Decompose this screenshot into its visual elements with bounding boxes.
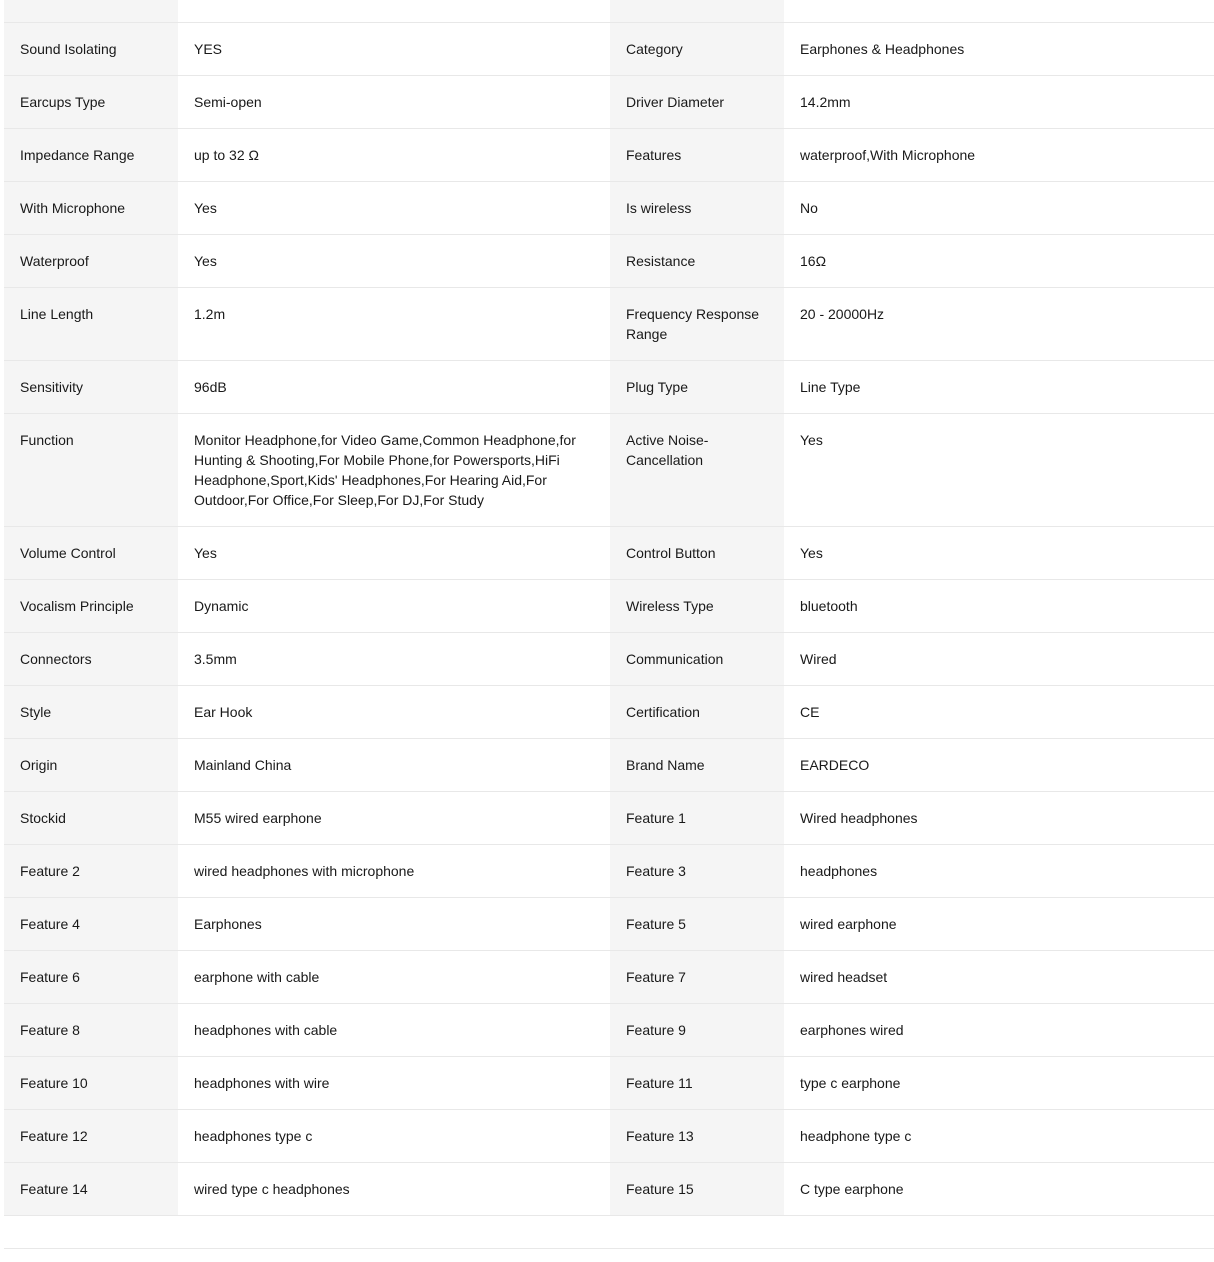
table-row <box>4 235 1214 288</box>
table-row <box>4 633 1214 686</box>
table-row <box>4 686 1214 739</box>
spec-value: Dynamic <box>178 580 610 633</box>
table-row <box>4 951 1214 1004</box>
spec-value: headphone type c <box>784 1110 1214 1163</box>
table-row <box>4 76 1214 129</box>
spec-value: Yes <box>178 527 610 580</box>
spec-label: Resistance <box>610 235 784 288</box>
spec-value: Yes <box>784 527 1214 580</box>
spec-label: Stockid <box>4 792 178 845</box>
spec-label: Certification <box>610 686 784 739</box>
section-divider <box>4 1248 1214 1249</box>
spec-label: Feature 12 <box>4 1110 178 1163</box>
spec-value: Wired <box>784 633 1214 686</box>
spec-value: headphones with cable <box>178 1004 610 1057</box>
table-row <box>4 182 1214 235</box>
spec-label: Sound Isolating <box>4 23 178 76</box>
spec-label: Connectors <box>4 633 178 686</box>
spec-label: Features <box>610 129 784 182</box>
spec-label: Style <box>4 686 178 739</box>
table-row <box>4 580 1214 633</box>
spec-label: Feature 7 <box>610 951 784 1004</box>
spec-value: Earphones & Headphones <box>784 23 1214 76</box>
spec-value: waterproof,With Microphone <box>784 129 1214 182</box>
spec-value: Line Type <box>784 361 1214 414</box>
spec-label: Feature 8 <box>4 1004 178 1057</box>
spec-value: wired type c headphones <box>178 1163 610 1216</box>
spec-label: Feature 13 <box>610 1110 784 1163</box>
spec-value: Yes <box>784 414 1214 527</box>
spec-label: Active Noise-Cancellation <box>610 414 784 527</box>
spec-value: CE <box>784 686 1214 739</box>
spec-value: M55 wired earphone <box>178 792 610 845</box>
spec-value: up to 32 Ω <box>178 129 610 182</box>
spec-label: Category <box>610 23 784 76</box>
table-row <box>4 361 1214 414</box>
spec-value: Yes <box>178 235 610 288</box>
spec-label: Line Length <box>4 288 178 361</box>
spec-value: 20 - 20000Hz <box>784 288 1214 361</box>
table-row <box>4 1004 1214 1057</box>
spec-label: Communication <box>610 633 784 686</box>
spec-value: YES <box>178 23 610 76</box>
table-row <box>4 414 1214 527</box>
spec-label: Feature 6 <box>4 951 178 1004</box>
spec-label: Vocalism Principle <box>4 580 178 633</box>
spec-value: wired earphone <box>784 898 1214 951</box>
table-row-partial <box>4 0 1214 23</box>
table-row <box>4 898 1214 951</box>
table-row <box>4 288 1214 361</box>
spec-label: Feature 2 <box>4 845 178 898</box>
spec-label: Waterproof <box>4 235 178 288</box>
spec-value: headphones type c <box>178 1110 610 1163</box>
spec-value: 14.2mm <box>784 76 1214 129</box>
spec-label: Feature 1 <box>610 792 784 845</box>
spec-label: Brand Name <box>610 739 784 792</box>
spec-label: Feature 5 <box>610 898 784 951</box>
spec-label: Feature 11 <box>610 1057 784 1110</box>
spec-value: Semi-open <box>178 76 610 129</box>
spec-label: Feature 3 <box>610 845 784 898</box>
spec-label: Function <box>4 414 178 527</box>
table-row <box>4 1163 1214 1216</box>
spec-value: Mainland China <box>178 739 610 792</box>
table-row <box>4 527 1214 580</box>
spec-value: headphones <box>784 845 1214 898</box>
spec-label: Is wireless <box>610 182 784 235</box>
spec-value: wired headphones with microphone <box>178 845 610 898</box>
table-row <box>4 792 1214 845</box>
spec-value: 1.2m <box>178 288 610 361</box>
spec-label: Driver Diameter <box>610 76 784 129</box>
spec-value: Yes <box>178 182 610 235</box>
spec-label: Feature 4 <box>4 898 178 951</box>
spec-label: Impedance Range <box>4 129 178 182</box>
table-row <box>4 23 1214 76</box>
spec-value: 16Ω <box>784 235 1214 288</box>
spec-value: Monitor Headphone,for Video Game,Common Headphone,for Hunting & Shooting,For Mobile Phone,for Powersports,HiFi Headphone,Sport,Kids' Headphones,For Hearing Aid,For Outdoor,For Office,For Sleep,For DJ,For Study <box>178 414 610 527</box>
spec-label: Control Button <box>610 527 784 580</box>
spec-label: Origin <box>4 739 178 792</box>
table-row <box>4 1057 1214 1110</box>
spec-value: type c earphone <box>784 1057 1214 1110</box>
spec-value: headphones with wire <box>178 1057 610 1110</box>
spec-value: No <box>784 182 1214 235</box>
spec-label: Frequency Response Range <box>610 288 784 361</box>
spec-label: With Microphone <box>4 182 178 235</box>
specifications-table <box>4 0 1214 1216</box>
table-row <box>4 1110 1214 1163</box>
spec-label: Plug Type <box>610 361 784 414</box>
table-row <box>4 845 1214 898</box>
spec-value: EARDECO <box>784 739 1214 792</box>
spec-value: 96dB <box>178 361 610 414</box>
spec-label: Sensitivity <box>4 361 178 414</box>
spec-value: Wired headphones <box>784 792 1214 845</box>
table-row <box>4 129 1214 182</box>
spec-value: earphone with cable <box>178 951 610 1004</box>
spec-label: Feature 9 <box>610 1004 784 1057</box>
spec-value: Earphones <box>178 898 610 951</box>
spec-value: 3.5mm <box>178 633 610 686</box>
spec-value: bluetooth <box>784 580 1214 633</box>
spec-label: Volume Control <box>4 527 178 580</box>
spec-value: earphones wired <box>784 1004 1214 1057</box>
spec-value: Ear Hook <box>178 686 610 739</box>
spec-label: Earcups Type <box>4 76 178 129</box>
spec-label: Feature 14 <box>4 1163 178 1216</box>
spec-value: C type earphone <box>784 1163 1214 1216</box>
spec-label: Feature 15 <box>610 1163 784 1216</box>
spec-label: Wireless Type <box>610 580 784 633</box>
spec-label: Feature 10 <box>4 1057 178 1110</box>
table-row <box>4 739 1214 792</box>
spec-value: wired headset <box>784 951 1214 1004</box>
